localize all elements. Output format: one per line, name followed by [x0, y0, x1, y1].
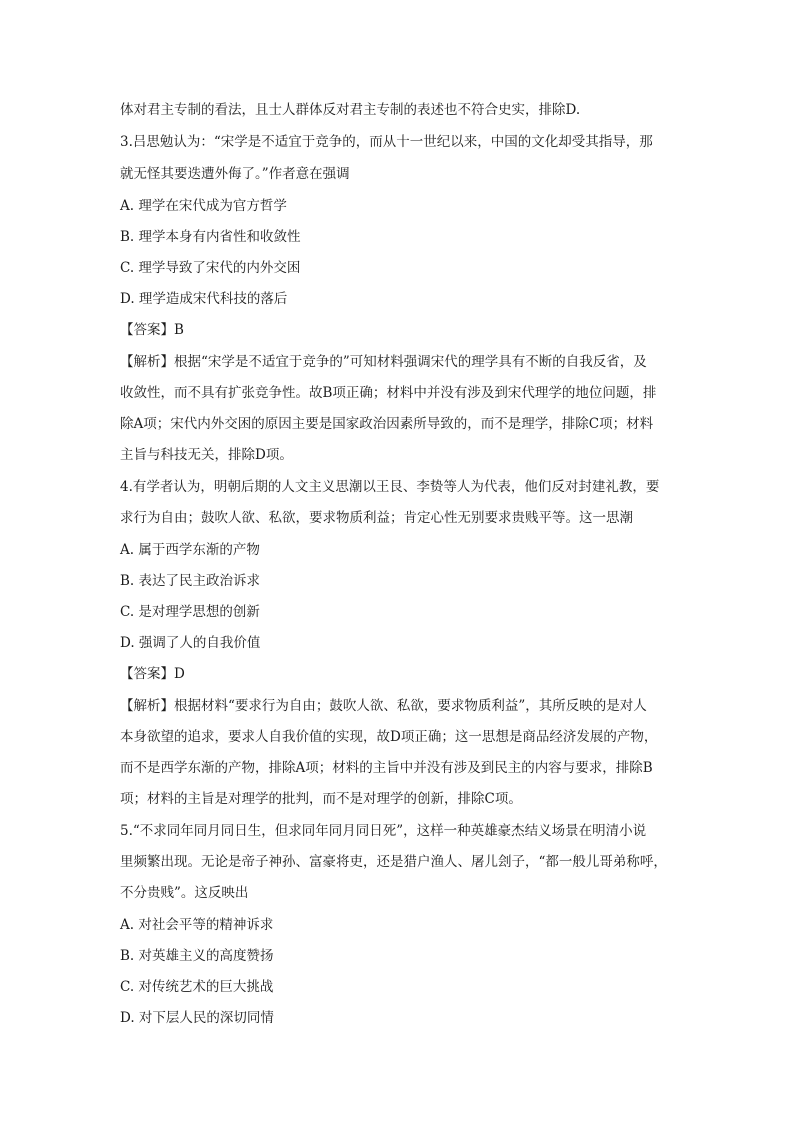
explanation-line: 【解析】根据材料“要求行为自由；鼓吹人欲、私欲，要求物质利益”，其所反映的是对人 — [120, 698, 647, 714]
answer-label: 【答案】B — [120, 322, 184, 338]
option-d: D. 对下层人民的深切同情 — [120, 1010, 274, 1026]
option-c: C. 是对理学思想的创新 — [120, 604, 260, 620]
option-b: B. 表达了民主政治诉求 — [120, 573, 261, 589]
option-d: D. 强调了人的自我价值 — [120, 635, 261, 651]
question-5-stem: 5.“不求同年同月同日生，但求同年同月同日死”，这样一种英雄豪杰结义场景在明清小说 — [120, 823, 647, 839]
answer-label: 【答案】D — [120, 666, 185, 682]
text-line: 就无怪其要迭遭外侮了。”作者意在强调 — [120, 166, 350, 182]
option-b: B. 理学本身有内省性和收敛性 — [120, 229, 301, 245]
text-line: 体对君主专制的看法，且士人群体反对君主专制的表述也不符合史实，排除D. — [120, 102, 581, 118]
explanation-line: 除A项；宋代内外交困的原因主要是国家政治因素所导致的，而不是理学，排除C项；材料 — [120, 416, 654, 432]
explanation-line: 而不是西学东渐的产物，排除A项；材料的主旨中并没有涉及到民主的内容与要求，排除B — [120, 760, 653, 776]
option-c: C. 对传统艺术的巨大挑战 — [120, 979, 274, 995]
text-line: 里频繁出现。无论是帝子神孙、富豪将吏，还是猎户渔人、屠儿刽子，“都一般儿哥弟称呼， — [120, 854, 667, 870]
explanation-line: 【解析】根据“宋学是不适宜于竞争的”可知材料强调宋代的理学具有不断的自我反省，及 — [120, 354, 647, 370]
explanation-line: 项；材料的主旨是对理学的批判，而不是对理学的创新，排除C项。 — [120, 791, 522, 807]
explanation-line: 主旨与科技无关，排除D项。 — [120, 447, 293, 463]
question-3-stem: 3.吕思勉认为：“宋学是不适宜于竞争的，而从十一世纪以来，中国的文化却受其指导，那 — [120, 134, 653, 150]
option-a: A. 属于西学东渐的产物 — [120, 542, 260, 558]
question-4-stem: 4.有学者认为，明朝后期的人文主义思潮以王艮、李贽等人为代表，他们反对封建礼教，要 — [120, 479, 660, 495]
text-line: 求行为自由；鼓吹人欲、私欲，要求物质利益；肯定心性无别要求贵贱平等。这一思潮 — [120, 510, 633, 526]
explanation-line: 收敛性，而不具有扩张竞争性。故B项正确；材料中并没有涉及到宋代理学的地位问题，排 — [120, 385, 657, 401]
option-c: C. 理学导致了宋代的内外交困 — [120, 260, 301, 276]
option-a: A. 对社会平等的精神诉求 — [120, 917, 274, 933]
text-line: 不分贵贱”。这反映出 — [120, 885, 249, 901]
option-a: A. 理学在宋代成为官方哲学 — [120, 198, 287, 214]
option-d: D. 理学造成宋代科技的落后 — [120, 291, 288, 307]
option-b: B. 对英雄主义的高度赞扬 — [120, 948, 274, 964]
explanation-line: 本身欲望的追求，要求人自我价值的实现，故D项正确；这一思想是商品经济发展的产物， — [120, 729, 658, 745]
